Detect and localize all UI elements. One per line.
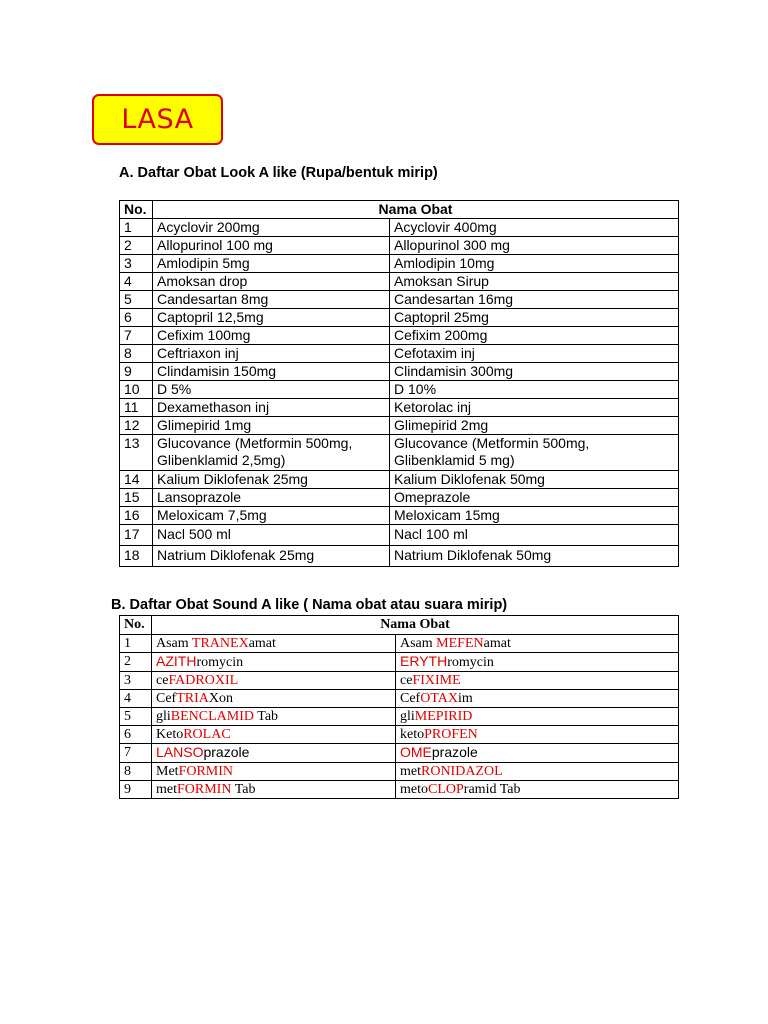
- row-number: 3: [120, 255, 153, 273]
- drug-name-a: D 5%: [153, 381, 390, 399]
- table-row: [120, 708, 679, 726]
- column-header-no: No.: [120, 201, 153, 219]
- name-segment: met: [400, 764, 421, 779]
- row-number: 6: [120, 309, 153, 327]
- drug-name-a: Dexamethason inj: [153, 399, 390, 417]
- name-segment: Keto: [156, 727, 184, 742]
- drug-name-a: Ceftriaxon inj: [153, 345, 390, 363]
- name-segment: keto: [400, 727, 425, 742]
- highlighted-syllable: TRIA: [176, 691, 209, 706]
- row-number: 18: [120, 546, 153, 567]
- drug-name-a: Acyclovir 200mg: [153, 219, 390, 237]
- drug-name-a: Candesartan 8mg: [153, 291, 390, 309]
- sound-alike-table: [119, 615, 679, 799]
- drug-name-a: Meloxicam 7,5mg: [153, 507, 390, 525]
- row-number: 7: [120, 327, 153, 345]
- table-row: [120, 653, 679, 672]
- row-number: 3: [120, 672, 152, 690]
- table-row: [120, 273, 679, 291]
- drug-name-b: [396, 781, 679, 799]
- table-row: [120, 309, 679, 327]
- drug-name-b: D 10%: [390, 381, 679, 399]
- table-header-row: [120, 201, 679, 219]
- drug-name-a: [152, 635, 396, 653]
- table-row: [120, 435, 679, 471]
- section-a-heading: A. Daftar Obat Look A like (Rupa/bentuk mirip): [119, 165, 438, 181]
- table-row: [120, 489, 679, 507]
- drug-name-a: Cefixim 100mg: [153, 327, 390, 345]
- name-segment: romycin: [447, 655, 494, 670]
- highlighted-syllable: BENCLAMID: [170, 709, 255, 724]
- name-segment: prazole: [431, 744, 478, 760]
- drug-name-a: Allopurinol 100 mg: [153, 237, 390, 255]
- highlighted-syllable: ERYTH: [400, 653, 448, 669]
- name-segment: Cef: [156, 691, 177, 706]
- table-header-row: [120, 616, 679, 635]
- drug-name-b: Clindamisin 300mg: [390, 363, 679, 381]
- row-number: 15: [120, 489, 153, 507]
- drug-name-a: [152, 763, 396, 781]
- column-header-nama-obat: Nama Obat: [153, 201, 679, 219]
- highlighted-syllable: FADROXIL: [168, 673, 239, 688]
- drug-name-b: Amlodipin 10mg: [390, 255, 679, 273]
- name-segment: gli: [156, 709, 171, 724]
- highlighted-syllable: TRANEX: [191, 636, 249, 651]
- highlighted-syllable: FIXIME: [412, 673, 461, 688]
- table-row: [120, 327, 679, 345]
- table-row: [120, 781, 679, 799]
- drug-name-b: [396, 726, 679, 744]
- column-header-no: No.: [120, 616, 152, 635]
- row-number: 13: [120, 435, 153, 471]
- table-row: [120, 417, 679, 435]
- table-row: [120, 363, 679, 381]
- row-number: 4: [120, 690, 152, 708]
- drug-name-a: Clindamisin 150mg: [153, 363, 390, 381]
- highlighted-syllable: MEPIRID: [414, 709, 473, 724]
- drug-name-b: [396, 690, 679, 708]
- drug-name-b: Kalium Diklofenak 50mg: [390, 471, 679, 489]
- name-segment: prazole: [203, 744, 250, 760]
- drug-name-b: Meloxicam 15mg: [390, 507, 679, 525]
- drug-name-a: Glucovance (Metformin 500mg, Glibenklamid 2,5mg): [153, 435, 390, 471]
- name-segment: Tab: [231, 782, 256, 797]
- lasa-badge-label: LASA: [121, 104, 194, 135]
- drug-name-b: Glucovance (Metformin 500mg, Glibenklamid 5 mg): [390, 435, 679, 471]
- name-segment: romycin: [196, 655, 244, 670]
- drug-name-b: Captopril 25mg: [390, 309, 679, 327]
- name-segment: ce: [156, 673, 169, 688]
- drug-name-a: Amoksan drop: [153, 273, 390, 291]
- drug-name-b: [396, 744, 679, 763]
- row-number: 6: [120, 726, 152, 744]
- drug-name-b: Nacl 100 ml: [390, 525, 679, 546]
- row-number: 10: [120, 381, 153, 399]
- name-segment: Met: [156, 764, 179, 779]
- drug-name-a: Kalium Diklofenak 25mg: [153, 471, 390, 489]
- row-number: 17: [120, 525, 153, 546]
- highlighted-syllable: RONIDAZOL: [421, 764, 503, 779]
- highlighted-syllable: MEFEN: [436, 636, 484, 651]
- drug-name-a: Lansoprazole: [153, 489, 390, 507]
- highlighted-syllable: OTAX: [420, 691, 458, 706]
- table-row: [120, 525, 679, 546]
- drug-name-a: [152, 690, 396, 708]
- table-row: [120, 672, 679, 690]
- drug-name-b: Glimepirid 2mg: [390, 417, 679, 435]
- row-number: 2: [120, 653, 152, 672]
- drug-name-a: Captopril 12,5mg: [153, 309, 390, 327]
- row-number: 5: [120, 708, 152, 726]
- name-segment: Cef: [400, 691, 421, 706]
- drug-name-b: Natrium Diklofenak 50mg: [390, 546, 679, 567]
- drug-name-b: Amoksan Sirup: [390, 273, 679, 291]
- drug-name-b: [396, 653, 679, 672]
- table-row: [120, 546, 679, 567]
- drug-name-b: Candesartan 16mg: [390, 291, 679, 309]
- drug-name-a: Nacl 500 ml: [153, 525, 390, 546]
- name-segment: im: [457, 691, 473, 706]
- table-row: [120, 726, 679, 744]
- drug-name-a: [152, 726, 396, 744]
- drug-name-b: Omeprazole: [390, 489, 679, 507]
- name-segment: amat: [248, 636, 276, 651]
- table-row: [120, 690, 679, 708]
- table-row: [120, 291, 679, 309]
- row-number: 7: [120, 744, 152, 763]
- highlighted-syllable: FORMIN: [178, 764, 234, 779]
- row-number: 8: [120, 763, 152, 781]
- drug-name-b: [396, 672, 679, 690]
- name-segment: Asam: [156, 636, 192, 651]
- drug-name-a: [152, 672, 396, 690]
- name-segment: Tab: [254, 709, 279, 724]
- table-row: [120, 635, 679, 653]
- row-number: 1: [120, 219, 153, 237]
- row-number: 2: [120, 237, 153, 255]
- drug-name-a: [152, 781, 396, 799]
- table-row: [120, 471, 679, 489]
- drug-name-a: [152, 708, 396, 726]
- drug-name-b: Ketorolac inj: [390, 399, 679, 417]
- table-row: [120, 744, 679, 763]
- row-number: 5: [120, 291, 153, 309]
- row-number: 9: [120, 781, 152, 799]
- highlighted-syllable: ROLAC: [183, 727, 231, 742]
- name-segment: ce: [400, 673, 413, 688]
- name-segment: met: [156, 782, 177, 797]
- row-number: 1: [120, 635, 152, 653]
- row-number: 9: [120, 363, 153, 381]
- name-segment: amat: [483, 636, 511, 651]
- row-number: 11: [120, 399, 153, 417]
- look-alike-table: [119, 200, 679, 567]
- drug-name-b: Cefotaxim inj: [390, 345, 679, 363]
- highlighted-syllable: FORMIN: [177, 782, 232, 797]
- table-row: [120, 255, 679, 273]
- row-number: 16: [120, 507, 153, 525]
- name-segment: meto: [400, 782, 428, 797]
- section-b-heading: B. Daftar Obat Sound A like ( Nama obat atau suara mirip): [111, 597, 508, 613]
- row-number: 12: [120, 417, 153, 435]
- row-number: 4: [120, 273, 153, 291]
- drug-name-a: Glimepirid 1mg: [153, 417, 390, 435]
- drug-name-b: [396, 635, 679, 653]
- name-segment: ramid Tab: [463, 782, 521, 797]
- highlighted-syllable: OME: [400, 744, 432, 760]
- drug-name-b: [396, 763, 679, 781]
- table-row: [120, 399, 679, 417]
- highlighted-syllable: AZITH: [156, 653, 197, 669]
- drug-name-a: [152, 653, 396, 672]
- table-row: [120, 237, 679, 255]
- table-row: [120, 345, 679, 363]
- lasa-badge: [92, 94, 223, 145]
- drug-name-a: [152, 744, 396, 763]
- table-row: [120, 219, 679, 237]
- drug-name-b: Allopurinol 300 mg: [390, 237, 679, 255]
- drug-name-a: Natrium Diklofenak 25mg: [153, 546, 390, 567]
- highlighted-syllable: PROFEN: [424, 727, 478, 742]
- name-segment: Asam: [400, 636, 437, 651]
- table-row: [120, 763, 679, 781]
- drug-name-a: Amlodipin 5mg: [153, 255, 390, 273]
- drug-name-b: Acyclovir 400mg: [390, 219, 679, 237]
- drug-name-b: [396, 708, 679, 726]
- row-number: 14: [120, 471, 153, 489]
- table-row: [120, 507, 679, 525]
- table-row: [120, 381, 679, 399]
- name-segment: gli: [400, 709, 415, 724]
- highlighted-syllable: CLOP: [428, 782, 464, 797]
- column-header-nama-obat: Nama Obat: [152, 616, 679, 635]
- drug-name-b: Cefixim 200mg: [390, 327, 679, 345]
- row-number: 8: [120, 345, 153, 363]
- highlighted-syllable: LANSO: [156, 744, 204, 760]
- name-segment: Xon: [208, 691, 234, 706]
